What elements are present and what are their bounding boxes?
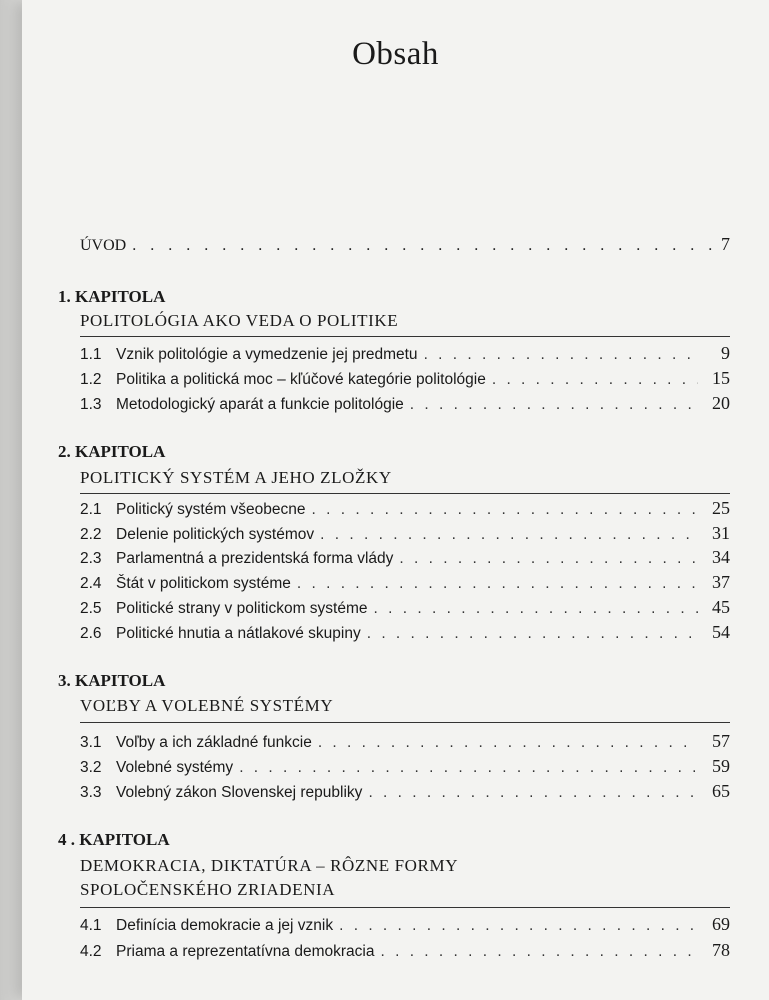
- dot-leader: [492, 371, 698, 389]
- entry-title: Politika a politická moc – kľúčové kategórie politológie: [116, 371, 486, 388]
- chapter-4-rule: [80, 907, 730, 908]
- entry-title: Volebný zákon Slovenskej republiky: [116, 784, 363, 801]
- entry-number: 2.5: [80, 600, 102, 617]
- dot-leader: [424, 346, 698, 364]
- entry-number: 2.4: [80, 575, 102, 592]
- chapter-3-subtitle: VOĽBY A VOLEBNÉ SYSTÉMY: [80, 696, 334, 715]
- entry-title: Politické hnutia a nátlakové skupiny: [116, 625, 361, 642]
- dot-leader: [239, 759, 698, 777]
- dot-leader: [367, 625, 698, 643]
- toc-entry-2-3: [80, 547, 730, 568]
- entry-page-number: 9: [721, 343, 730, 363]
- dot-leader: [368, 784, 698, 802]
- chapter-2-rule: [80, 493, 730, 494]
- toc-entry-4-2: [80, 940, 730, 961]
- entry-page-number: 45: [712, 597, 730, 617]
- entry-number: 2.2: [80, 526, 102, 543]
- toc-entry-intro: [80, 234, 730, 255]
- entry-page-number: 54: [712, 622, 730, 642]
- dot-leader: [318, 734, 698, 752]
- intro-page-number: 7: [721, 234, 730, 254]
- dot-leader: [132, 237, 715, 255]
- chapter-4-heading: 4 . KAPITOLA: [58, 830, 170, 849]
- entry-number: 4.2: [80, 943, 102, 960]
- dot-leader: [320, 526, 698, 544]
- entry-title: Metodologický aparát a funkcie politológie: [116, 396, 404, 413]
- entry-page-number: 20: [712, 393, 730, 413]
- chapter-1-heading: 1. KAPITOLA: [58, 287, 166, 306]
- toc-entry-3-1: [80, 731, 730, 752]
- toc-entry-2-6: [80, 622, 730, 643]
- page-title: Obsah: [352, 36, 439, 72]
- chapter-1-subtitle: POLITOLÓGIA AKO VEDA O POLITIKE: [80, 311, 399, 330]
- toc-entry-2-4: [80, 572, 730, 593]
- facing-page-edge: [0, 0, 22, 1000]
- entry-number: 3.1: [80, 734, 102, 751]
- toc-entry-2-2: [80, 523, 730, 544]
- entry-title: Volebné systémy: [116, 759, 234, 776]
- entry-number: 3.2: [80, 759, 102, 776]
- entry-page-number: 65: [712, 781, 730, 801]
- entry-number: 4.1: [80, 917, 102, 934]
- dot-leader: [297, 575, 698, 593]
- dot-leader: [380, 943, 698, 961]
- entry-title: Vznik politológie a vymedzenie jej predmetu: [116, 346, 418, 363]
- toc-entry-1-1: [80, 343, 730, 364]
- entry-page-number: 34: [712, 547, 730, 567]
- entry-title: Štát v politickom systéme: [116, 575, 291, 592]
- entry-page-number: 78: [712, 940, 730, 960]
- entry-title: Definícia demokracie a jej vznik: [116, 917, 334, 934]
- entry-title: Politický systém všeobecne: [116, 501, 306, 518]
- book-page: [22, 0, 769, 1000]
- chapter-3-rule: [80, 722, 730, 723]
- entry-page-number: 69: [712, 914, 730, 934]
- chapter-2-heading: 2. KAPITOLA: [58, 442, 166, 461]
- toc-entry-3-3: [80, 781, 730, 802]
- entry-title: Priama a reprezentatívna demokracia: [116, 943, 375, 960]
- entry-number: 2.1: [80, 501, 102, 518]
- toc-entry-3-2: [80, 756, 730, 777]
- entry-number: 2.6: [80, 625, 102, 642]
- entry-page-number: 37: [712, 572, 730, 592]
- chapter-4-subtitle: DEMOKRACIA, DIKTATÚRA – RÔZNE FORMY SPOLOČENSKÉHO ZRIADENIA: [80, 856, 458, 899]
- entry-number: 1.1: [80, 346, 102, 363]
- toc-entry-2-1: [80, 498, 730, 519]
- dot-leader: [399, 550, 698, 568]
- entry-title: Parlamentná a prezidentská forma vlády: [116, 550, 394, 567]
- intro-label: ÚVOD: [80, 237, 127, 254]
- entry-page-number: 57: [712, 731, 730, 751]
- chapter-1-rule: [80, 336, 730, 337]
- dot-leader: [339, 917, 698, 935]
- toc-entry-2-5: [80, 597, 730, 618]
- entry-page-number: 59: [712, 756, 730, 776]
- entry-number: 2.3: [80, 550, 102, 567]
- entry-page-number: 31: [712, 523, 730, 543]
- entry-page-number: 15: [712, 368, 730, 388]
- entry-number: 3.3: [80, 784, 102, 801]
- entry-title: Politické strany v politickom systéme: [116, 600, 368, 617]
- toc-entry-1-3: [80, 393, 730, 414]
- dot-leader: [374, 600, 698, 618]
- entry-number: 1.3: [80, 396, 102, 413]
- entry-page-number: 25: [712, 498, 730, 518]
- chapter-2-subtitle: POLITICKÝ SYSTÉM A JEHO ZLOŽKY: [80, 468, 392, 487]
- dot-leader: [312, 501, 698, 519]
- dot-leader: [410, 396, 698, 414]
- entry-number: 1.2: [80, 371, 102, 388]
- entry-title: Voľby a ich základné funkcie: [116, 734, 312, 751]
- entry-title: Delenie politických systémov: [116, 526, 315, 543]
- toc-entry-1-2: [80, 368, 730, 389]
- chapter-3-heading: 3. KAPITOLA: [58, 671, 166, 690]
- toc-entry-4-1: [80, 914, 730, 935]
